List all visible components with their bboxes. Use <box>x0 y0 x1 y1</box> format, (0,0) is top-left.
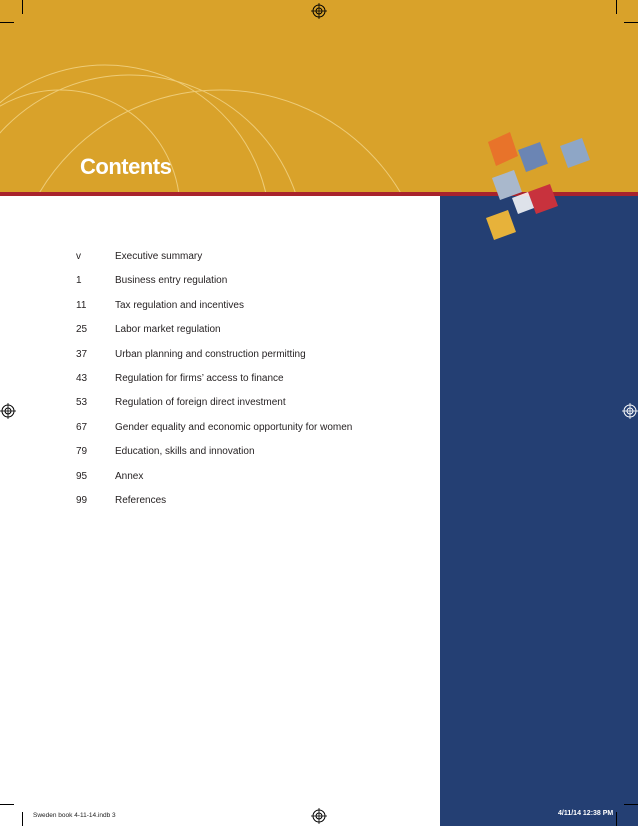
toc-title: References <box>115 494 167 506</box>
side-panel <box>440 196 638 826</box>
registration-mark-icon <box>311 808 327 824</box>
toc-page-number: 37 <box>76 348 88 360</box>
toc-page-number: 43 <box>76 372 88 384</box>
toc-title: Urban planning and construction permitting <box>115 348 306 360</box>
registration-mark-icon <box>622 403 638 419</box>
toc-title: Labor market regulation <box>115 324 221 336</box>
toc-entry[interactable] <box>76 471 436 495</box>
crop-mark-icon <box>0 22 14 23</box>
toc-title: Executive summary <box>115 251 203 262</box>
toc-title: Education, skills and innovation <box>115 446 255 458</box>
crop-mark-icon <box>624 804 638 805</box>
toc-entry[interactable] <box>76 495 436 519</box>
crop-mark-icon <box>0 804 14 805</box>
toc-title: Tax regulation and incentives <box>115 299 244 311</box>
registration-mark-icon <box>0 403 16 419</box>
toc-title: Annex <box>115 470 144 482</box>
crop-mark-icon <box>22 812 23 826</box>
toc-entry[interactable] <box>76 251 436 275</box>
toc-page-number: 11 <box>76 299 87 311</box>
toc-entry[interactable] <box>76 397 436 421</box>
toc-page-number: 25 <box>76 324 88 336</box>
toc-entry[interactable] <box>76 349 436 373</box>
page-title: Contents <box>80 154 172 179</box>
toc-page-number: v <box>76 251 81 262</box>
toc-page-number: 1 <box>76 275 82 287</box>
crop-mark-icon <box>616 812 617 826</box>
toc-page-number: 67 <box>76 421 88 433</box>
crop-mark-icon <box>624 22 638 23</box>
toc-page-number: 99 <box>76 494 88 506</box>
crop-mark-icon <box>616 0 617 14</box>
toc-entry[interactable] <box>76 275 436 299</box>
toc-title: Gender equality and economic opportunity for women <box>115 421 353 433</box>
toc-entry[interactable] <box>76 446 436 470</box>
toc-entry[interactable] <box>76 324 436 348</box>
toc-page-number: 79 <box>76 446 88 458</box>
toc-title: Business entry regulation <box>115 275 228 287</box>
toc-page-number: 95 <box>76 470 88 482</box>
table-of-contents <box>76 251 436 519</box>
date-slug: 4/11/14 12:38 PM <box>558 810 614 817</box>
toc-entry[interactable] <box>76 373 436 397</box>
cubes-graphic <box>478 128 598 248</box>
file-slug: Sweden book 4-11-14.indb 3 <box>33 812 116 819</box>
registration-mark-icon <box>311 3 327 19</box>
toc-entry[interactable] <box>76 300 436 324</box>
toc-page-number: 53 <box>76 397 88 409</box>
toc-entry[interactable] <box>76 422 436 446</box>
decorative-arcs <box>0 0 440 192</box>
toc-title: Regulation for firms’ access to finance <box>115 372 284 384</box>
crop-mark-icon <box>22 0 23 14</box>
toc-title: Regulation of foreign direct investment <box>115 397 286 409</box>
